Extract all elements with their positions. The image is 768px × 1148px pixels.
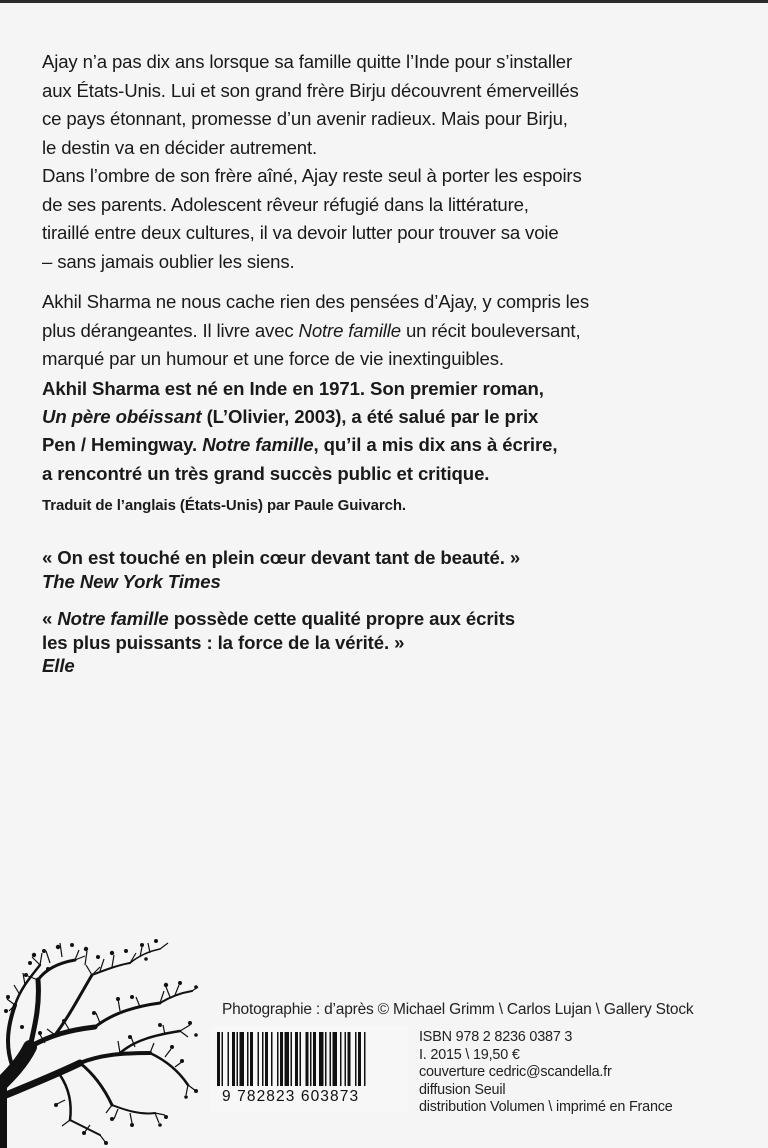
quote-text: [42, 607, 732, 631]
barcode-bar: [262, 1032, 264, 1086]
bio-line: Akhil Sharma est né en Inde en 1971. Son premier roman,: [42, 378, 544, 399]
barcode: [211, 1026, 408, 1088]
tree-illustration: [0, 935, 200, 1148]
barcode-bar: [310, 1032, 312, 1086]
barcode-bar: [217, 1032, 220, 1086]
distribution: distribution Volumen \ imprimé en France: [419, 1099, 673, 1116]
barcode-bar: [333, 1032, 338, 1086]
book-title: Notre famille: [298, 319, 401, 341]
barcode-bar: [340, 1032, 342, 1086]
barcode-bar: [295, 1032, 298, 1086]
barcode-bar: [306, 1032, 309, 1086]
bio-line: [42, 431, 732, 459]
synopsis: [42, 48, 732, 276]
book-title: Notre famille: [202, 434, 314, 456]
barcode-bar: [319, 1032, 324, 1086]
barcode-bar: [222, 1032, 224, 1086]
barcode-bar: [348, 1032, 351, 1086]
translator-credit: Traduit de l’anglais (États-Unis) par Paule Guivarch.: [42, 497, 406, 514]
top-border: [0, 0, 768, 3]
author-intro-line: marqué par un humour et une force de vie inextinguibles.: [42, 348, 504, 369]
author-intro-line: Akhil Sharma ne nous cache rien des pensées d’Ajay, y compris les: [42, 291, 589, 312]
barcode-bar: [237, 1032, 239, 1086]
barcode-bar: [247, 1032, 249, 1086]
barcode-bar: [300, 1032, 302, 1086]
barcode-number: 9 782823 603873: [222, 1088, 360, 1105]
book-title: Un père obéissant: [42, 406, 202, 428]
synopsis-line: – sans jamais oublier les siens.: [42, 250, 295, 272]
photo-credit: Photographie : d’après © Michael Grimm \ Carlos Lujan \ Gallery Stock: [222, 1001, 694, 1018]
publication-info: [419, 1029, 673, 1117]
synopsis-line: ce pays étonnant, promesse d’un avenir radieux. Mais pour Birju,: [42, 108, 568, 129]
barcode-bar: [277, 1032, 279, 1086]
text-run: (L’Olivier, 2003), a été salué par le prix: [201, 406, 539, 428]
barcode-bar: [265, 1032, 268, 1086]
barcode-bar: [291, 1032, 293, 1086]
text-run: Pen / Hemingway.: [42, 434, 203, 456]
text-run: , qu’il a mis dix ans à écrire,: [313, 434, 558, 456]
barcode-bar: [228, 1032, 230, 1086]
barcode-bar: [345, 1032, 347, 1086]
barcode-bar: [358, 1032, 361, 1086]
synopsis-line: Ajay n’a pas dix ans lorsque sa famille quitte l’Inde pour s’installer: [42, 51, 573, 72]
barcode-bar: [258, 1032, 260, 1086]
press-quotes: [42, 546, 732, 678]
synopsis-line: aux États-Unis. Lui et son grand frère Birju découvrent émerveillés: [42, 79, 579, 101]
synopsis-line: Dans l’ombre de son frère aîné, Ajay reste seul à porter les espoirs: [42, 165, 582, 186]
barcode-bar: [285, 1032, 290, 1086]
barcode-bar: [232, 1032, 235, 1086]
quote-text: « On est touché en plein cœur devant tant de beauté. »: [42, 547, 521, 568]
bio-line: [42, 403, 732, 431]
barcode-bar: [240, 1032, 245, 1086]
quote-text: les plus puissants : la force de la vérité. »: [42, 631, 405, 653]
author-intro: [42, 288, 732, 374]
barcode-bar: [250, 1032, 253, 1086]
text-run: «: [42, 608, 58, 629]
text-run: plus dérangeantes. Il livre avec: [42, 319, 299, 341]
text-run: possède cette qualité propre aux écrits: [168, 608, 515, 629]
isbn: ISBN 978 2 8236 0387 3: [419, 1029, 573, 1045]
synopsis-line: le destin va en décider autrement.: [42, 136, 318, 158]
cover-credit: couverture cedric@scandella.fr: [419, 1064, 612, 1081]
diffusion: diffusion Seuil: [419, 1081, 506, 1098]
synopsis-line: de ses parents. Adolescent rêveur réfugié dans la littérature,: [42, 193, 529, 215]
quote-source: The New York Times: [42, 570, 221, 592]
author-intro-line: [42, 317, 732, 346]
barcode-bar: [325, 1032, 327, 1086]
legal-deposit-price: I. 2015 \ 19,50 €: [419, 1046, 520, 1063]
synopsis-line: tiraillé entre deux cultures, il va devoir lutter pour trouver sa voie: [42, 222, 559, 243]
text-run: un récit bouleversant,: [400, 319, 581, 341]
barcode-bar: [271, 1032, 273, 1086]
bio-line: a rencontré un très grand succès public et critique.: [42, 462, 490, 484]
barcode-bar: [280, 1032, 283, 1086]
book-title: Notre famille: [57, 608, 169, 629]
quote-source: Elle: [42, 655, 75, 676]
barcode-bar: [355, 1032, 357, 1086]
author-bio: [42, 375, 732, 488]
barcode-bar: [313, 1032, 316, 1086]
barcode-bar: [364, 1032, 366, 1086]
barcode-bar: [330, 1032, 332, 1086]
barcode-bars: [217, 1032, 366, 1086]
